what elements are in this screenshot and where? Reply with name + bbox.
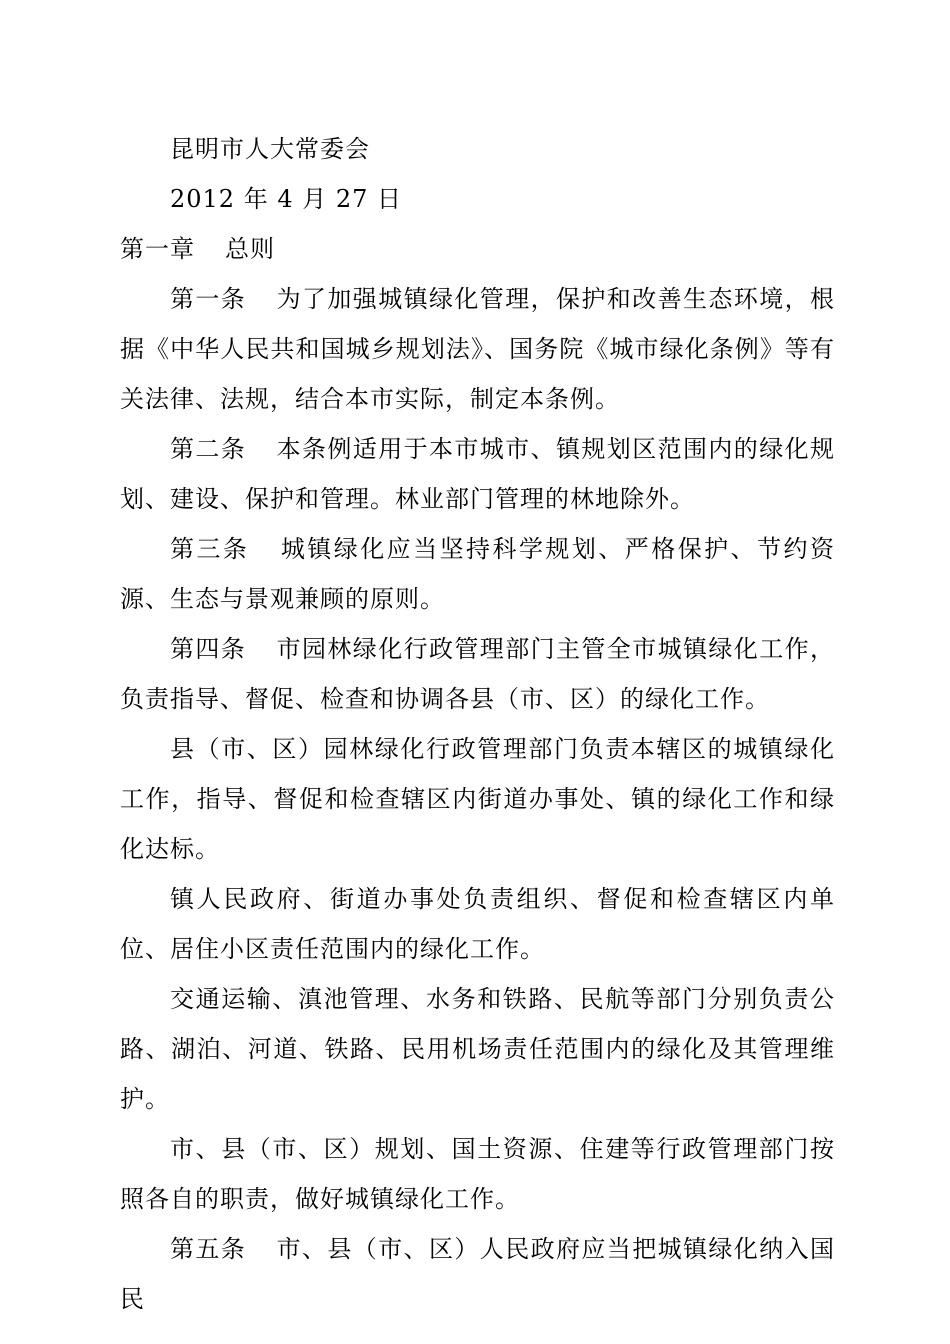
article-1 xyxy=(120,274,835,424)
article-3 xyxy=(120,524,835,624)
article-4 xyxy=(120,624,835,724)
article-label: 第五条 xyxy=(170,1235,247,1263)
document-body xyxy=(120,124,835,1324)
chapter-number: 第一章 xyxy=(120,235,195,263)
paragraph: 县（市、区）园林绿化行政管理部门负责本辖区的城镇绿化工作，指导、督促和检查辖区内街道办事处、镇的绿化工作和绿化达标。 xyxy=(120,735,835,863)
article-text: 市园林绿化行政管理部门主管全市城镇绿化工作，负责指导、督促、检查和协调各县（市、区）的绿化工作。 xyxy=(120,635,836,713)
issuer-line: 昆明市人大常委会 xyxy=(170,135,370,163)
paragraph: 交通运输、滇池管理、水务和铁路、民航等部门分别负责公路、湖泊、河道、铁路、民用机场责任范围内的绿化及其管理维护。 xyxy=(120,985,835,1113)
article-label: 第四条 xyxy=(170,635,247,663)
chapter-title: 总则 xyxy=(225,235,275,263)
article-label: 第三条 xyxy=(170,535,250,563)
article-text: 城镇绿化应当坚持科学规划、严格保护、节约资源、生态与景观兼顾的原则。 xyxy=(120,535,835,613)
article-text: 本条例适用于本市城市、镇规划区范围内的绿化规划、建设、保护和管理。林业部门管理的林地除外。 xyxy=(120,435,836,513)
article-text: 市、县（市、区）人民政府应当把城镇绿化纳入国民 xyxy=(120,1235,836,1313)
article-text: 为了加强城镇绿化管理，保护和改善生态环境，根据《中华人民共和国城乡规划法》、国务院《城市绿化条例》等有关法律、法规，结合本市实际，制定本条例。 xyxy=(120,285,836,413)
paragraph: 镇人民政府、街道办事处负责组织、督促和检查辖区内单位、居住小区责任范围内的绿化工作。 xyxy=(120,885,835,963)
date-line: 2012 年 4 月 27 日 xyxy=(170,185,403,213)
chapter-heading xyxy=(120,224,835,274)
article-5 xyxy=(120,1224,835,1324)
article-label: 第二条 xyxy=(170,435,247,463)
paragraph: 市、县（市、区）规划、国土资源、住建等行政管理部门按照各自的职责，做好城镇绿化工作。 xyxy=(120,1135,835,1213)
article-2 xyxy=(120,424,835,524)
article-label: 第一条 xyxy=(170,285,247,313)
